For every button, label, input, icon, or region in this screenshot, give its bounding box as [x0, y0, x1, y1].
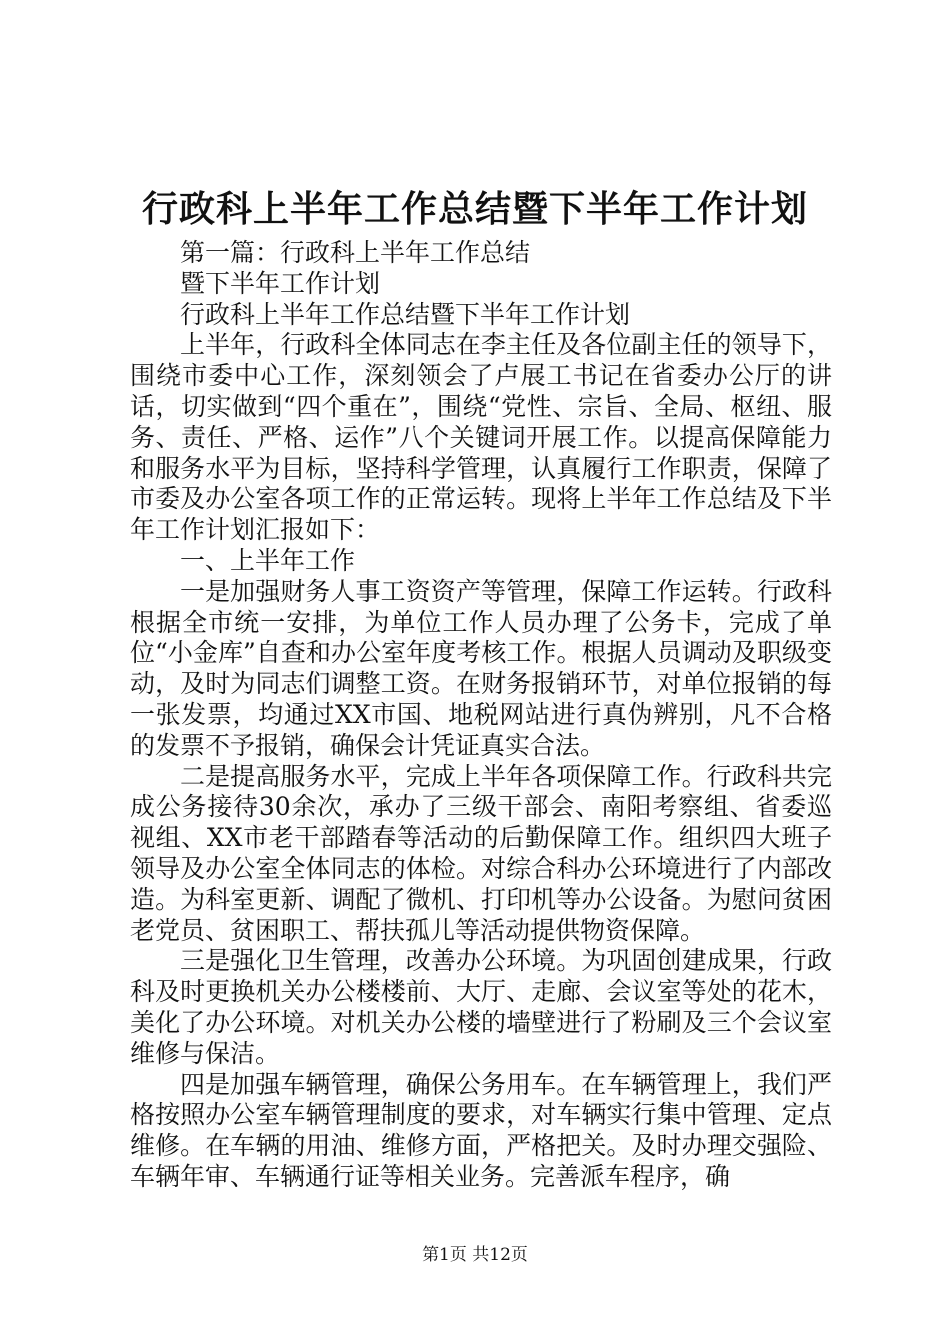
section-heading: 一、上半年工作	[180, 545, 356, 575]
heading-line-2: 暨下半年工作计划	[180, 268, 381, 298]
document-body	[130, 238, 832, 1193]
paragraph-vehicles: 四是加强车辆管理，确保公务用车。在车辆管理上，我们严格按照办公室车辆管理制度的要求，对车辆实行集中管理、定点维修。在车辆的用油、维修方面，严格把关。及时办理交强险、车辆年审、车辆通行证等相关业务。完善派车程序，确	[130, 1069, 832, 1191]
paragraph-hygiene: 三是强化卫生管理，改善办公环境。为巩固创建成果，行政科及时更换机关办公楼楼前、大厅、走廊、会议室等处的花木，美化了办公环境。对机关办公楼的墙壁进行了粉刷及三个会议室维修与保洁。	[130, 946, 832, 1068]
page-number-footer: 第1页 共12页	[422, 1245, 528, 1265]
heading-line-1: 第一篇：行政科上半年工作总结	[180, 238, 531, 267]
paragraph-finance: 一是加强财务人事工资资产等管理，保障工作运转。行政科根据全市统一安排，为单位工作人员办理了公务卡，完成了单位“小金库”自查和办公室年度考核工作。根据人员调动及职级变动，及时为同志们调整工资。在财务报销环节，对单位报销的每一张发票，均通过XX市国、地税网站进行真伪辨别，凡不合格的发票不予报销，确保会计凭证真实合法。	[130, 576, 832, 760]
paragraph-service: 二是提高服务水平，完成上半年各项保障工作。行政科共完成公务接待30余次，承办了三级干部会、南阳考察组、省委巡视组、XX市老干部踏春等活动的后勤保障工作。组织四大班子领导及办公室全体同志的体检。对综合科办公环境进行了内部改造。为科室更新、调配了微机、打印机等办公设备。为慰问贫困老党员、贫困职工、帮扶孤儿等活动提供物资保障。	[130, 761, 832, 945]
paragraph-intro: 上半年，行政科全体同志在李主任及各位副主任的领导下，围绕市委中心工作，深刻领会了卢展工书记在省委办公厅的讲话，切实做到“四个重在”，围绕“党性、宗旨、全局、枢纽、服务、责任、严格、运作”八个关键词开展工作。以提高保障能力和服务水平为目标，坚持科学管理，认真履行工作职责，保障了市委及办公室各项工作的正常运转。现将上半年工作总结及下半年工作计划汇报如下：	[130, 330, 832, 545]
document-title: 行政科上半年工作总结暨下半年工作计划	[141, 188, 808, 230]
heading-line-3: 行政科上半年工作总结暨下半年工作计划	[180, 299, 631, 329]
